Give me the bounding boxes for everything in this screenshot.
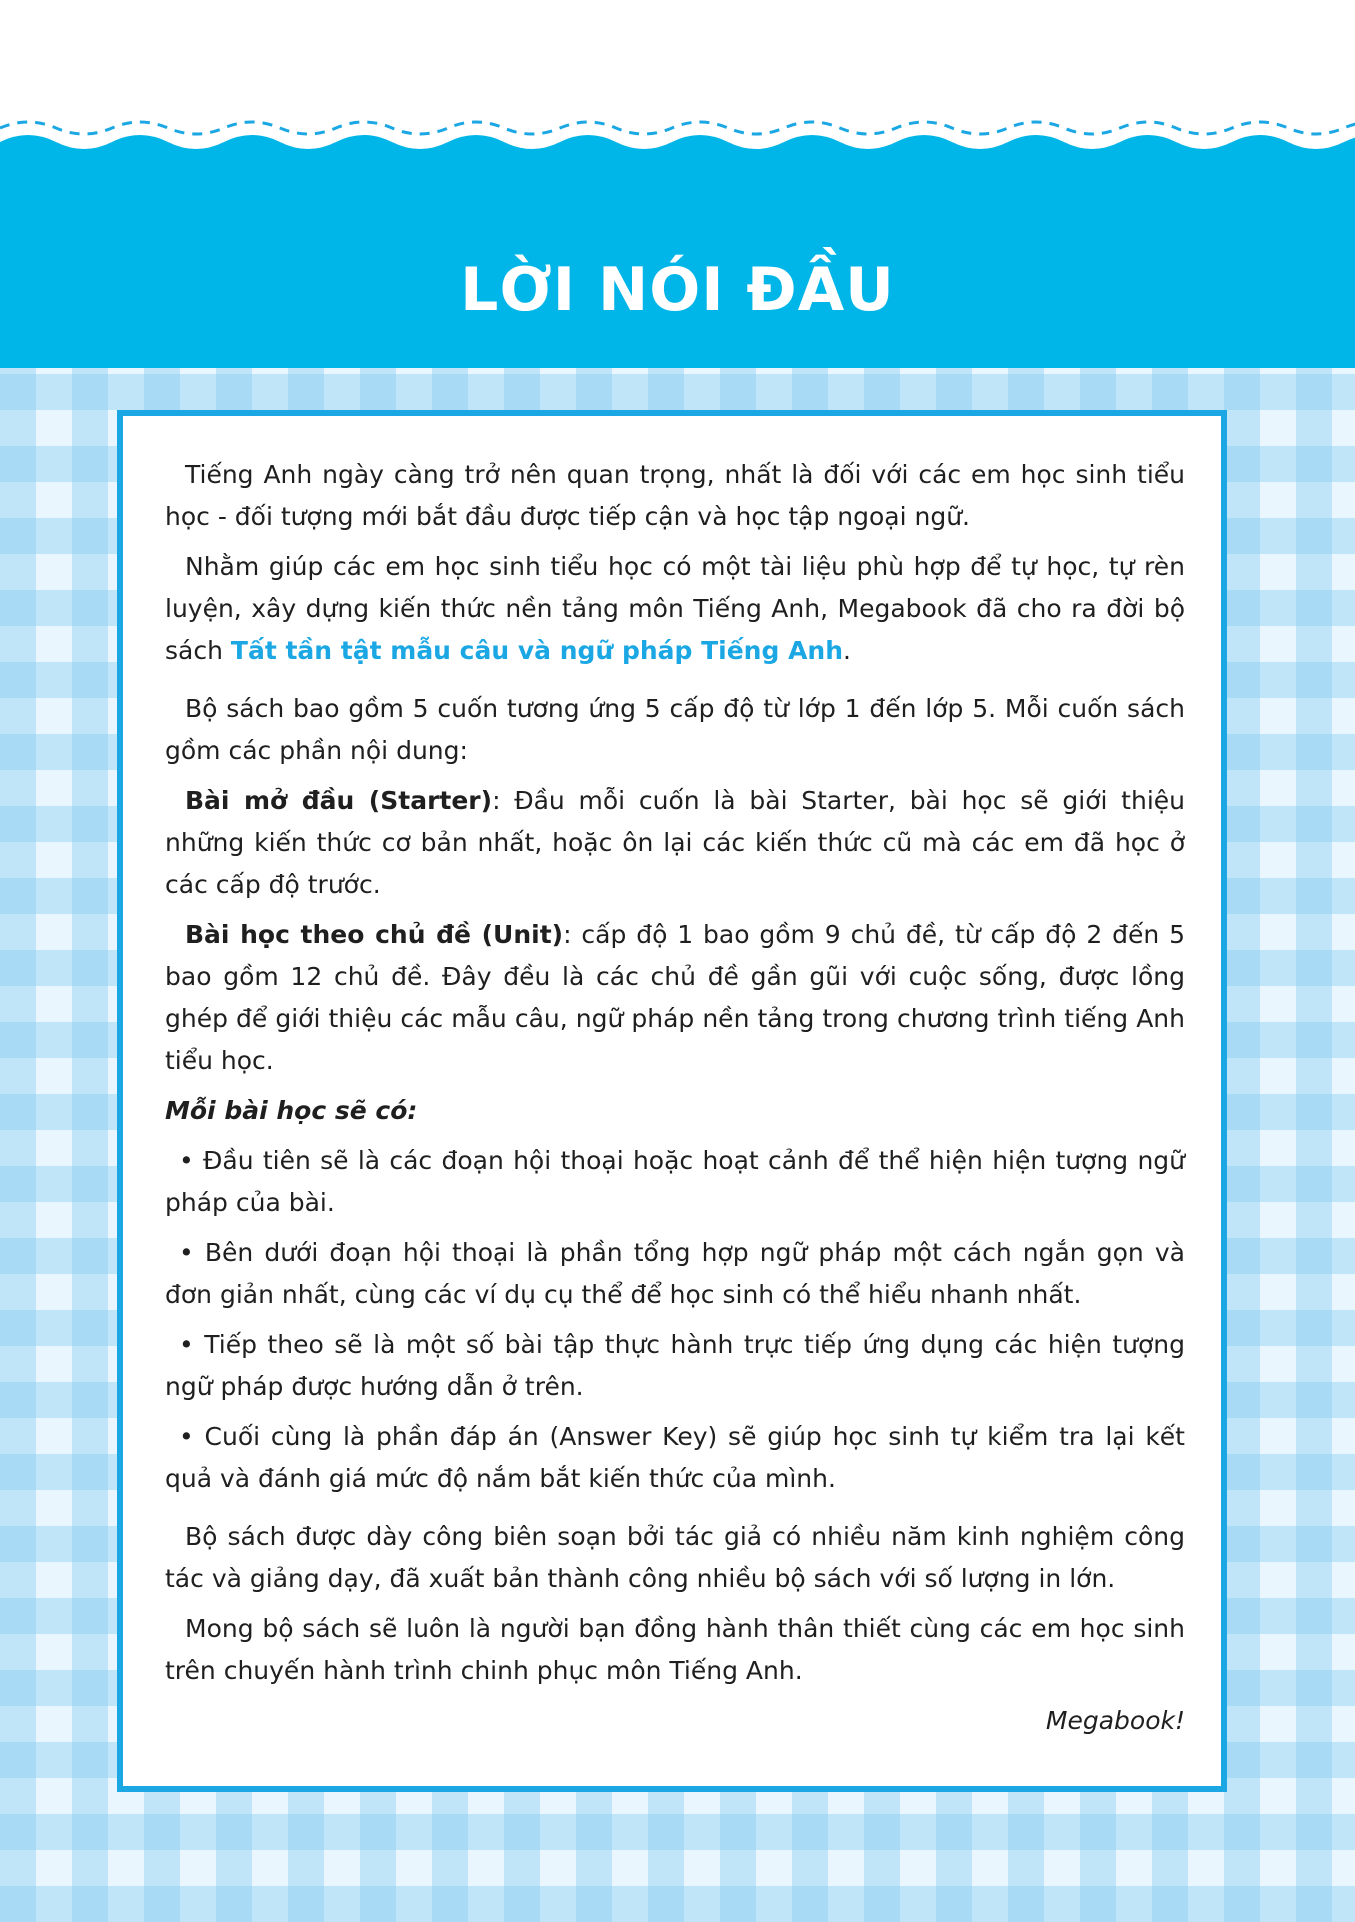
paragraph-author: Bộ sách được dày công biên soạn bởi tác giả có nhiều năm kinh nghiệm công tác và giảng dạy, đã xuất bản thành công nhiều bộ sách với số lượng in lớn.: [165, 1522, 1185, 1593]
paragraph-unit: [165, 914, 1185, 1082]
page-title: LỜI NÓI ĐẦU: [460, 255, 895, 325]
paragraph-purpose: [165, 546, 1185, 672]
purpose-text: Nhằm giúp các em học sinh tiểu học có một tài liệu phù hợp để tự học, tự rèn luyện, xây dựng kiến thức nền tảng môn Tiếng Anh, Megabook đã cho ra đời bộ sách: [165, 552, 1185, 665]
paragraph-starter: [165, 780, 1185, 906]
unit-text: : cấp độ 1 bao gồm 9 chủ đề, từ cấp độ 2 đến 5 bao gồm 12 chủ đề. Đây đều là các chủ đề gần gũi với cuộc sống, được lồng ghép để giới thiệu các mẫu câu, ngữ pháp nền tảng trong chương trình tiếng Anh tiểu học.: [165, 920, 1186, 1075]
lesson-subheading: [165, 1090, 1185, 1132]
starter-text: : Đầu mỗi cuốn là bài Starter, bài học sẽ giới thiệu những kiến thức cơ bản nhất, hoặc ôn lại các kiến thức cũ mà các em đã học ở các cấp độ trước.: [165, 786, 1186, 899]
preface-card: [117, 410, 1227, 1792]
unit-label: Bài học theo chủ đề (Unit): [185, 920, 564, 949]
bullet-dialogue: • Đầu tiên sẽ là các đoạn hội thoại hoặc hoạt cảnh để thể hiện hiện tượng ngữ pháp của bài.: [165, 1146, 1185, 1217]
book-title-highlight: Tất tần tật mẫu câu và ngữ pháp Tiếng Anh: [230, 636, 844, 665]
preface-text: [165, 454, 1185, 1750]
paragraph-intro: Tiếng Anh ngày càng trở nên quan trọng, nhất là đối với các em học sinh tiểu học - đối tượng mới bắt đầu được tiếp cận và học tập ngoại ngữ.: [165, 460, 1185, 531]
signature: Megabook!: [1045, 1706, 1185, 1735]
bullet-exercise: • Tiếp theo sẽ là một số bài tập thực hành trực tiếp ứng dụng các hiện tượng ngữ pháp được hướng dẫn ở trên.: [165, 1330, 1185, 1401]
purpose-end: .: [843, 636, 851, 665]
lesson-subheading-text: Mỗi bài học sẽ có:: [165, 1096, 418, 1125]
bullet-grammar: • Bên dưới đoạn hội thoại là phần tổng hợp ngữ pháp một cách ngắn gọn và đơn giản nhất, cùng các ví dụ cụ thể để học sinh có thể hiểu nhanh nhất.: [165, 1238, 1185, 1309]
starter-label: Bài mở đầu (Starter): [185, 786, 493, 815]
bullet-answer-key: • Cuối cùng là phần đáp án (Answer Key) sẽ giúp học sinh tự kiểm tra lại kết quả và đánh giá mức độ nắm bắt kiến thức của mình.: [165, 1422, 1185, 1493]
paragraph-closing: Mong bộ sách sẽ luôn là người bạn đồng hành thân thiết cùng các em học sinh trên chuyến hành trình chinh phục môn Tiếng Anh.: [165, 1614, 1185, 1685]
paragraph-series: Bộ sách bao gồm 5 cuốn tương ứng 5 cấp độ từ lớp 1 đến lớp 5. Mỗi cuốn sách gồm các phần nội dung:: [165, 694, 1185, 765]
